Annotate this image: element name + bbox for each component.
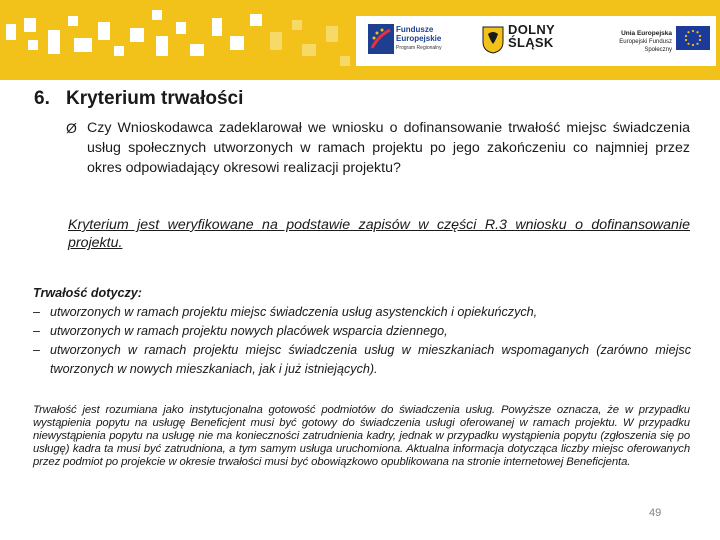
list-item: – utworzonych w ramach projektu miejsc świadczenia usług asystenckich i opiekuńczych, bbox=[33, 303, 691, 322]
section-title bbox=[34, 88, 243, 110]
unia-europejska-logo bbox=[594, 22, 712, 62]
decor-square bbox=[326, 26, 338, 42]
verification-note: Kryterium jest weryfikowane na podstawie zapisów w części R.3 wniosku o dofinansowanie projektu. bbox=[68, 217, 690, 251]
decor-square bbox=[250, 14, 262, 26]
logo-strip bbox=[356, 16, 716, 66]
decor-square bbox=[190, 44, 204, 56]
decor-square bbox=[68, 16, 78, 26]
criterion-question bbox=[66, 118, 690, 178]
durability-list bbox=[33, 303, 691, 379]
durability-scope bbox=[33, 284, 691, 379]
decor-square bbox=[292, 20, 302, 30]
dolny-slask-logo bbox=[480, 22, 590, 62]
fundusze-emblem-icon bbox=[368, 24, 394, 54]
fundusze-line1: Fundusze bbox=[396, 25, 434, 34]
unia-label bbox=[594, 30, 672, 54]
slask-line: ŚLĄSK bbox=[508, 35, 554, 50]
header-banner bbox=[0, 0, 720, 80]
unia-line2: Europejski Fundusz Społeczny bbox=[619, 39, 672, 53]
durability-heading: Trwałość dotyczy: bbox=[33, 286, 142, 300]
fundusze-europejskie-logo bbox=[366, 22, 476, 62]
decor-square bbox=[152, 10, 162, 20]
decor-square bbox=[48, 30, 60, 54]
eu-flag-icon bbox=[676, 26, 710, 50]
decor-square bbox=[270, 32, 282, 50]
decor-square bbox=[302, 44, 316, 56]
fundusze-label bbox=[396, 25, 476, 43]
decor-square bbox=[156, 36, 168, 56]
unia-line1: Unia Europejska bbox=[621, 30, 672, 37]
decor-square bbox=[340, 56, 350, 66]
decor-square bbox=[98, 22, 110, 40]
list-item: – utworzonych w ramach projektu nowych placówek wsparcia dziennego, bbox=[33, 322, 691, 341]
decor-square bbox=[28, 40, 38, 50]
fundusze-sub: Program Regionalny bbox=[396, 45, 442, 51]
durability-explanation: Trwałość jest rozumiana jako instytucjonalna gotowość podmiotów do świadczenia usług. Powyższe oznacza, że w przypadku wystąpienia popytu na usługę Beneficjent musi być gotowy do świadczenia usługi oferowanej w ramach projektu. W przypadku niewystąpienia popytu na usługę nie ma konieczności zatrudnienia kadry, jednak w przypadku wystąpienia popytu (zgłoszenia się po usługę) kadra ta musi być zatrudniona, a tym samym usługa uruchomiona. Aktualna informacja dotycząca liczby miejsc oferowanych przez podmiot po projekcie w okresie trwałości musi być obowiązkowo opublikowana na stronie internetowej Beneficjenta. bbox=[33, 404, 690, 468]
decor-square bbox=[74, 38, 92, 52]
question-text: Czy Wnioskodawca zadeklarował we wniosku o dofinansowanie trwałość miejsc świadczenia usług społecznych utworzonych w ramach projektu po jego zakończeniu co najmniej przez okres odpowiadający okresowi realizacji projektu? bbox=[87, 120, 690, 176]
fundusze-line2: Europejskie bbox=[396, 34, 442, 43]
decor-square bbox=[114, 46, 124, 56]
list-item: – utworzonych w ramach projektu miejsc świadczenia usług w mieszkaniach wspomaganych (zarówno miejsc tworzonych w nowych mieszkaniach, jak i już istniejących). bbox=[33, 341, 691, 379]
page-number: 49 bbox=[649, 507, 662, 519]
decor-square bbox=[230, 36, 244, 50]
decor-square bbox=[24, 18, 36, 32]
section-title-text: Kryterium trwałości bbox=[66, 88, 244, 109]
decor-square bbox=[6, 24, 16, 40]
dolny-slask-label bbox=[508, 23, 555, 49]
section-number: 6. bbox=[34, 88, 50, 109]
dolny-line: DOLNY bbox=[508, 22, 555, 37]
coat-of-arms-icon bbox=[482, 26, 504, 54]
decor-square bbox=[176, 22, 186, 34]
arrow-bullet-icon: Ø bbox=[66, 120, 77, 136]
decor-square bbox=[212, 18, 222, 36]
decor-square bbox=[130, 28, 144, 42]
